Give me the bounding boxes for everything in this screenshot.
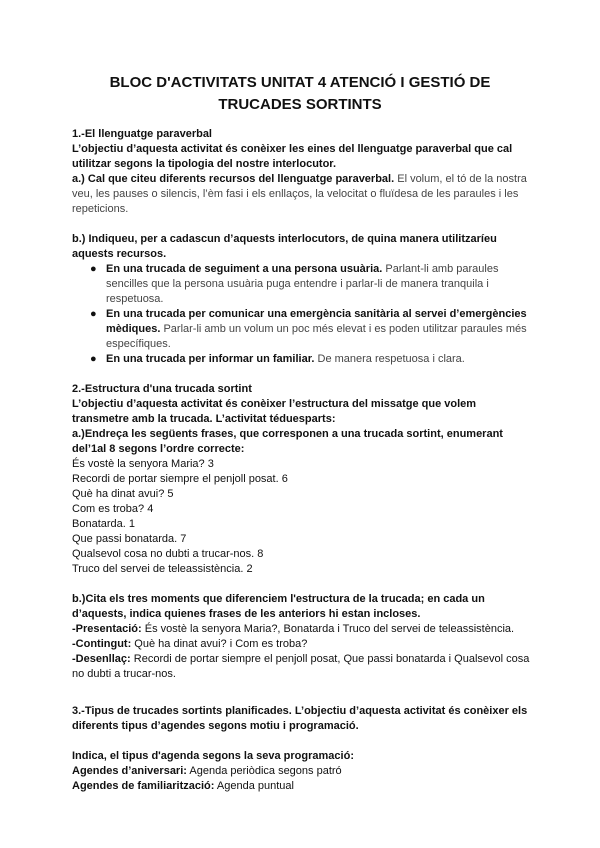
section-3-heading: 3.-Tipus de trucades sortints planificades. L’objectiu d’aquesta activitat és conèixer els diferents tipus d’agendes segons motiu i programació. [72,705,528,732]
phrase-item: Truco del servei de teleassistència. 2 [72,563,253,575]
section-1-heading: 1.-El llenguatge paraverbal [72,128,212,140]
list-item [72,262,532,307]
list-item [72,307,532,352]
moment-text: Recordi de portar siempre el penjoll posat, Que passi bonatarda i Qualsevol cosa no dubti a trucar-nos. [72,653,530,680]
agenda-label: Agendes d’aniversari: [72,765,187,777]
phrase-item: Què ha dinat avui? 5 [72,488,174,500]
list-item-label: En una trucada per informar un familiar. [106,353,315,365]
question-1a [72,172,532,217]
section-1 [72,127,532,367]
moment-text: És vostè la senyora Maria?, Bonatarda i Truco del servei de teleassistència. [141,623,515,635]
question-2b-label: b.)Cita els tres moments que diferenciem l'estructura de la trucada; en cada un d’aquests, indica quienes frases de les anteriors hi estan incloses. [72,593,485,620]
agenda-item [72,764,532,779]
phrase-item: Qualsevol cosa no dubti a trucar-nos. 8 [72,548,264,560]
agenda-item [72,779,532,794]
phrase-item: Com es troba? 4 [72,503,154,515]
list-item-answer: Parlar-li amb un volum un poc més elevat i es poden utilitzar paraules més específiques. [106,323,527,350]
moment-label: -Presentació: [72,623,142,635]
agenda-text: Agenda periòdica segons patró [186,765,342,777]
moment-label: -Desenllaç: [72,653,131,665]
moment-desenllac [72,652,532,682]
question-2a-label: a.)Endreça les següents frases, que corresponen a una trucada sortint, enumerant del’1al 8 segons l’ordre correcte: [72,428,503,455]
section-3 [72,704,532,794]
moment-label: -Contingut: [72,638,132,650]
moment-presentacio [72,622,532,637]
question-1a-answer: El volum, el tó de la nostra veu, les pauses o silencis, l’èm fasi i els enllaços, la velocitat o fluïdesa de les paraules i les repeticions. [72,173,527,215]
bullet-icon: ● [90,308,97,320]
agenda-text: Agenda puntual [214,780,294,792]
section-2-heading: 2.-Estructura d'una trucada sortint [72,383,252,395]
interlocutor-list [72,262,532,367]
list-item-label: En una trucada de seguiment a una persona usuària. [106,263,383,275]
list-item [72,352,532,367]
bullet-icon: ● [90,263,97,275]
section-1-objective: L’objectiu d’aquesta activitat és conèixer les eines del llenguatge paraverbal que cal utilitzar segons la tipologia del nostre interlocutor. [72,143,513,170]
document-title [0,72,600,116]
list-item-answer: De manera respetuosa i clara. [314,353,465,365]
section-3-prompt: Indica, el tipus d'agenda segons la seva programació: [72,750,354,762]
title-line-1: BLOC D'ACTIVITATS UNITAT 4 ATENCIÓ I GESTIÓ DE [109,74,491,91]
phrase-list [72,457,532,577]
list-item-answer: Parlant-li amb paraules sencilles que la persona usuària puga entendre i parlar-li de manera tranquila i respetuosa. [106,263,499,305]
phrase-item: Recordi de portar siempre el penjoll posat. 6 [72,473,288,485]
question-1a-label: a.) Cal que citeu diferents recursos del llenguatge paraverbal. [72,173,395,185]
phrase-item: Bonatarda. 1 [72,518,135,530]
phrase-item: És vostè la senyora Maria? 3 [72,458,214,470]
moment-contingut [72,637,532,652]
title-line-2: TRUCADES SORTINTS [218,96,382,113]
section-2 [72,382,532,682]
list-item-label: En una trucada per comunicar una emergència sanitària al servei d’emergències mèdiques. [106,308,527,335]
question-1b-label: b.) Indiqueu, per a cadascun d’aquests interlocutors, de quina manera utilitzaríeu aquests recursos. [72,233,497,260]
phrase-item: Que passi bonatarda. 7 [72,533,187,545]
agenda-label: Agendes de familiarització: [72,780,215,792]
bullet-icon: ● [90,353,97,365]
moment-text: Què ha dinat avui? i Com es troba? [131,638,308,650]
section-2-objective: L’objectiu d’aquesta activitat és conèixer l’estructura del missatge que volem transmetre amb la trucada. L’activitat téduesparts: [72,398,477,425]
document-body [72,127,532,794]
